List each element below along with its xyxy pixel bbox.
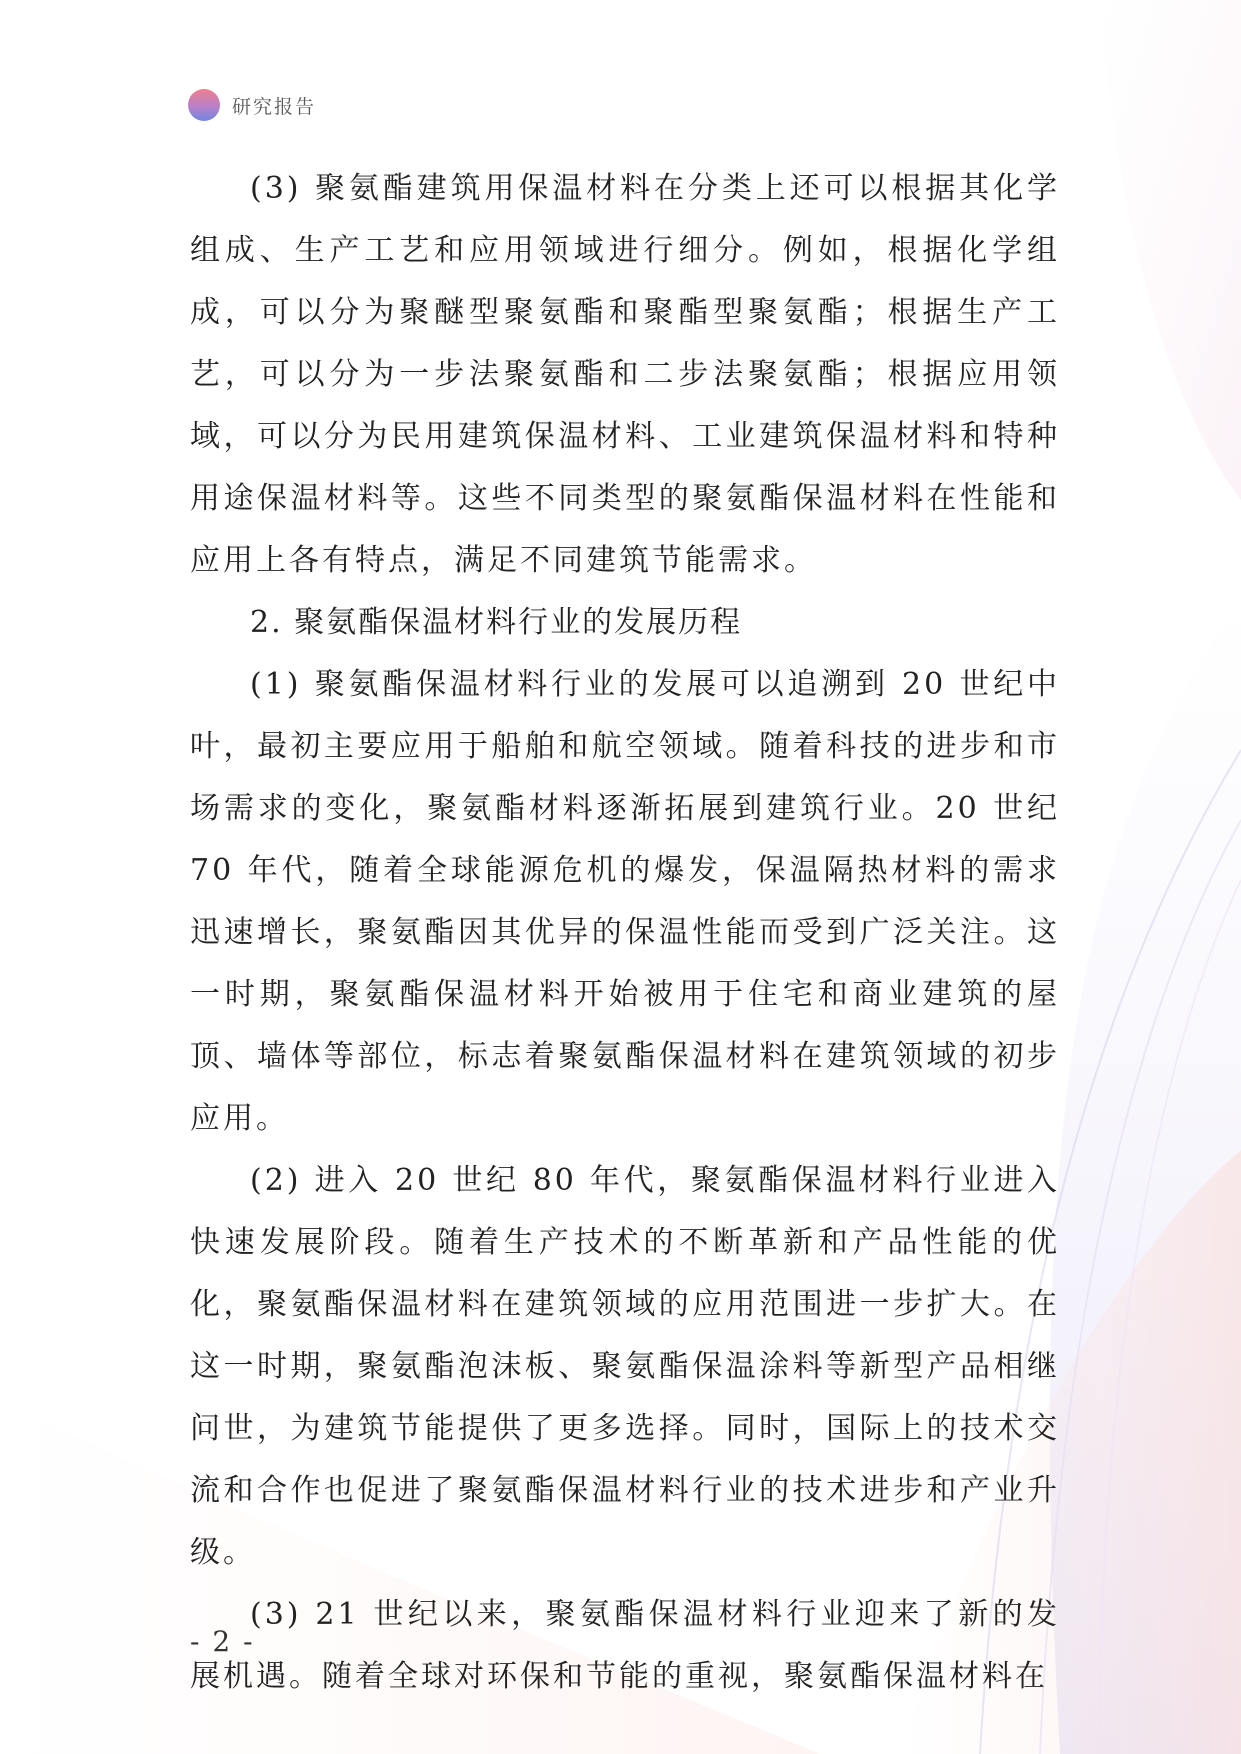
logo-icon xyxy=(188,89,220,121)
header-title: 研究报告 xyxy=(232,95,317,118)
document-body xyxy=(190,158,1060,1708)
page-header xyxy=(188,88,316,122)
paragraph-history-3: (3) 21 世纪以来，聚氨酯保温材料行业迎来了新的发展机遇。随着全球对环保和节能的重视，聚氨酯保温材料在 xyxy=(190,1597,1060,1694)
paragraph-classification: (3) 聚氨酯建筑用保温材料在分类上还可以根据其化学组成、生产工艺和应用领域进行细分。例如，根据化学组成，可以分为聚醚型聚氨酯和聚酯型聚氨酯；根据生产工艺，可以分为一步法聚氨酯和二步法聚氨酯；根据应用领域，可以分为民用建筑保温材料、工业建筑保温材料和特种用途保温材料等。这些不同类型的聚氨酯保温材料在性能和应用上各有特点，满足不同建筑节能需求。 xyxy=(190,171,1060,578)
section-heading: 2. 聚氨酯保温材料行业的发展历程 xyxy=(250,605,743,640)
paragraph-history-2: (2) 进入 20 世纪 80 年代，聚氨酯保温材料行业进入快速发展阶段。随着生产技术的不断革新和产品性能的优化，聚氨酯保温材料在建筑领域的应用范围进一步扩大。在这一时期，聚氨酯泡沫板、聚氨酯保温涂料等新型产品相继问世，为建筑节能提供了更多选择。同时，国际上的技术交流和合作也促进了聚氨酯保温材料行业的技术进步和产业升级。 xyxy=(190,1163,1060,1570)
page-number: - 2 - xyxy=(190,1625,255,1658)
paragraph-history-1: (1) 聚氨酯保温材料行业的发展可以追溯到 20 世纪中叶，最初主要应用于船舶和航空领域。随着科技的进步和市场需求的变化，聚氨酯材料逐渐拓展到建筑行业。20 世纪 70 年代，随着全球能源危机的爆发，保温隔热材料的需求迅速增长，聚氨酯因其优异的保温性能而受到广泛关注。这一时期，聚氨酯保温材料开始被用于住宅和商业建筑的屋顶、墙体等部位，标志着聚氨酯保温材料在建筑领域的初步应用。 xyxy=(190,667,1060,1136)
